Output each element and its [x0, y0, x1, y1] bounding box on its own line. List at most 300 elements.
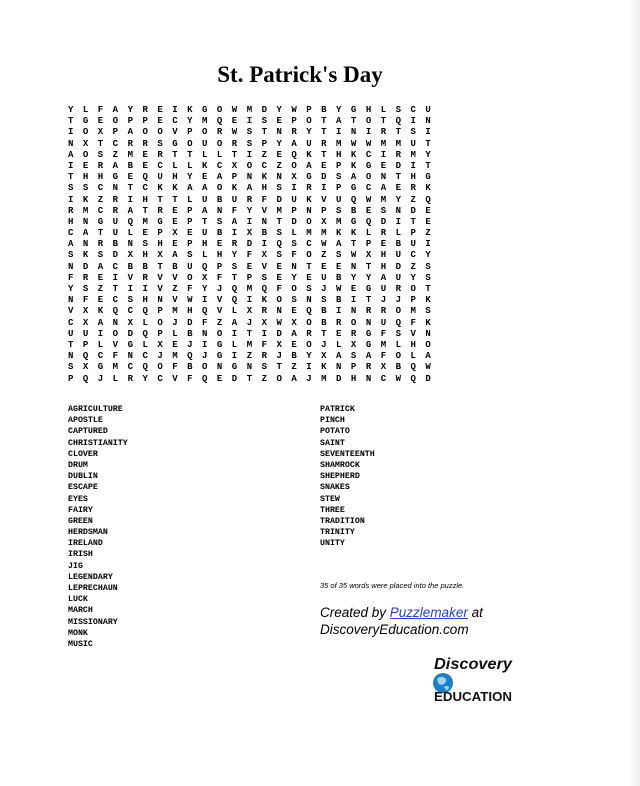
- grid-letter: P: [410, 228, 416, 239]
- grid-letter: X: [82, 138, 89, 149]
- grid-letter: S: [216, 216, 223, 227]
- grid-letter: K: [261, 172, 267, 183]
- grid-letter: Y: [68, 284, 74, 294]
- grid-letter: S: [336, 205, 342, 216]
- grid-letter: T: [321, 149, 327, 160]
- grid-letter: Q: [127, 216, 133, 227]
- grid-letter: S: [410, 127, 416, 138]
- grid-letter: A: [231, 317, 238, 328]
- grid-letter: D: [187, 317, 193, 328]
- grid-letter: X: [157, 339, 163, 350]
- grid-letter: N: [112, 183, 119, 194]
- grid-letter: J: [97, 373, 104, 384]
- grid-letter: I: [127, 284, 133, 294]
- grid-letter: Y: [187, 172, 193, 183]
- grid-letter: K: [425, 295, 431, 306]
- grid-row: [68, 150, 440, 161]
- grid-letter: X: [365, 250, 372, 261]
- grid-letter: T: [68, 172, 74, 183]
- grid-letter: C: [365, 183, 372, 194]
- grid-letter: N: [127, 239, 133, 250]
- grid-letter: I: [246, 295, 253, 306]
- word-list-item: SEVENTEENTH: [320, 449, 375, 459]
- grid-letter: G: [172, 138, 178, 149]
- grid-letter: X: [380, 362, 387, 373]
- credit-text: [320, 604, 483, 638]
- grid-row: [68, 362, 440, 373]
- grid-letter: D: [336, 373, 342, 384]
- grid-letter: S: [276, 183, 282, 194]
- grid-letter: N: [246, 362, 253, 373]
- grid-letter: B: [142, 261, 148, 272]
- grid-letter: Q: [112, 306, 119, 317]
- grid-letter: C: [142, 351, 148, 362]
- grid-letter: S: [246, 138, 253, 149]
- grid-letter: U: [410, 138, 416, 149]
- grid-letter: Y: [350, 272, 357, 283]
- grid-letter: N: [306, 295, 312, 306]
- grid-letter: R: [395, 149, 401, 160]
- grid-letter: R: [216, 127, 223, 138]
- grid-letter: K: [97, 306, 104, 317]
- grid-letter: X: [157, 250, 163, 261]
- grid-letter: E: [231, 116, 238, 127]
- grid-letter: R: [261, 306, 267, 317]
- grid-letter: E: [157, 116, 163, 127]
- grid-letter: W: [365, 138, 372, 149]
- grid-letter: U: [112, 216, 119, 227]
- grid-letter: T: [157, 261, 163, 272]
- grid-letter: G: [425, 172, 431, 183]
- grid-letter: O: [112, 328, 119, 339]
- grid-letter: T: [172, 194, 178, 205]
- grid-letter: A: [68, 149, 74, 160]
- grid-letter: H: [172, 172, 178, 183]
- grid-letter: O: [187, 272, 193, 283]
- grid-letter: L: [202, 149, 208, 160]
- grid-letter: Q: [187, 351, 193, 362]
- grid-letter: E: [380, 160, 387, 171]
- word-list-item: IRISH: [68, 550, 93, 560]
- grid-letter: G: [350, 216, 357, 227]
- word-list-item: PINCH: [320, 416, 345, 426]
- grid-letter: C: [112, 138, 119, 149]
- grid-letter: K: [172, 183, 178, 194]
- grid-letter: L: [142, 317, 148, 328]
- grid-letter: R: [157, 149, 163, 160]
- grid-letter: X: [231, 160, 238, 171]
- grid-letter: V: [261, 205, 267, 216]
- grid-letter: I: [231, 328, 238, 339]
- grid-letter: N: [395, 205, 401, 216]
- grid-letter: S: [261, 116, 267, 127]
- grid-letter: X: [291, 317, 297, 328]
- grid-letter: V: [321, 194, 327, 205]
- grid-letter: M: [246, 284, 253, 294]
- grid-letter: Q: [276, 239, 282, 250]
- grid-letter: L: [336, 339, 342, 350]
- grid-letter: U: [395, 250, 401, 261]
- grid-letter: S: [350, 351, 357, 362]
- word-list-item: THREE: [320, 505, 345, 515]
- grid-letter: H: [216, 250, 223, 261]
- word-list-item: MISSIONARY: [68, 617, 118, 627]
- grid-letter: D: [410, 205, 416, 216]
- grid-letter: N: [336, 362, 342, 373]
- grid-letter: Q: [350, 194, 357, 205]
- grid-letter: Y: [410, 272, 416, 283]
- grid-letter: Z: [246, 351, 253, 362]
- grid-letter: M: [410, 306, 416, 317]
- grid-letter: E: [157, 105, 163, 115]
- grid-letter: K: [350, 149, 357, 160]
- grid-row: [68, 228, 440, 239]
- grid-letter: K: [306, 194, 312, 205]
- grid-letter: E: [82, 160, 89, 171]
- grid-letter: M: [336, 138, 342, 149]
- grid-letter: B: [395, 362, 401, 373]
- grid-letter: I: [350, 295, 357, 306]
- grid-letter: G: [157, 216, 163, 227]
- grid-letter: Q: [142, 172, 148, 183]
- grid-letter: C: [172, 116, 178, 127]
- grid-letter: P: [291, 205, 297, 216]
- grid-letter: N: [82, 239, 89, 250]
- grid-letter: C: [127, 362, 133, 373]
- grid-letter: R: [112, 194, 119, 205]
- grid-letter: A: [380, 272, 387, 283]
- grid-letter: Y: [68, 105, 74, 115]
- grid-letter: P: [157, 306, 163, 317]
- grid-letter: T: [306, 261, 312, 272]
- grid-letter: I: [127, 194, 133, 205]
- grid-letter: Z: [425, 228, 431, 239]
- grid-letter: I: [261, 328, 267, 339]
- grid-letter: V: [68, 306, 74, 317]
- grid-letter: O: [365, 172, 372, 183]
- grid-letter: H: [157, 239, 163, 250]
- grid-letter: G: [112, 172, 119, 183]
- grid-letter: Q: [261, 284, 267, 294]
- grid-letter: T: [187, 149, 193, 160]
- grid-letter: O: [216, 328, 223, 339]
- grid-letter: T: [425, 138, 431, 149]
- word-list-item: LEPRECHAUN: [68, 584, 118, 593]
- grid-letter: N: [216, 205, 223, 216]
- grid-letter: T: [410, 216, 416, 227]
- grid-letter: Q: [202, 373, 208, 384]
- credit-suffix: at: [467, 605, 483, 620]
- grid-letter: T: [172, 149, 178, 160]
- grid-letter: I: [410, 116, 416, 127]
- grid-letter: V: [261, 261, 267, 272]
- grid-letter: X: [276, 339, 282, 350]
- word-list-item: UNITY: [320, 539, 345, 549]
- grid-letter: T: [321, 328, 327, 339]
- grid-letter: U: [321, 272, 327, 283]
- grid-letter: P: [68, 373, 74, 384]
- grid-letter: G: [365, 339, 372, 350]
- grid-letter: M: [306, 228, 312, 239]
- logo-discovery-text: Discovery: [434, 656, 514, 673]
- grid-letter: P: [187, 127, 193, 138]
- grid-letter: W: [336, 284, 342, 294]
- grid-letter: Y: [395, 194, 401, 205]
- grid-letter: X: [127, 317, 133, 328]
- grid-letter: H: [202, 239, 208, 250]
- grid-letter: K: [231, 183, 238, 194]
- grid-letter: S: [68, 250, 74, 261]
- grid-letter: H: [261, 183, 267, 194]
- word-search-grid: [68, 105, 440, 385]
- grid-letter: B: [321, 105, 327, 115]
- grid-letter: Q: [291, 149, 297, 160]
- grid-letter: I: [395, 216, 401, 227]
- grid-letter: O: [157, 362, 163, 373]
- grid-letter: T: [350, 116, 357, 127]
- grid-letter: I: [321, 183, 327, 194]
- grid-letter: Q: [306, 306, 312, 317]
- grid-letter: L: [365, 228, 372, 239]
- grid-letter: X: [291, 172, 297, 183]
- grid-letter: F: [187, 284, 193, 294]
- grid-letter: F: [380, 351, 387, 362]
- grid-letter: F: [112, 351, 119, 362]
- grid-letter: A: [187, 183, 193, 194]
- grid-letter: U: [187, 261, 193, 272]
- word-list-item: IRELAND: [68, 539, 103, 549]
- grid-letter: E: [127, 172, 133, 183]
- grid-letter: A: [97, 317, 104, 328]
- grid-letter: P: [321, 205, 327, 216]
- grid-letter: J: [276, 351, 282, 362]
- grid-letter: K: [350, 228, 357, 239]
- grid-letter: E: [395, 183, 401, 194]
- grid-letter: D: [395, 261, 401, 272]
- grid-letter: T: [425, 160, 431, 171]
- grid-letter: O: [216, 105, 223, 115]
- grid-letter: N: [202, 328, 208, 339]
- grid-row: [68, 351, 440, 362]
- grid-letter: C: [410, 105, 416, 115]
- grid-letter: U: [157, 172, 163, 183]
- grid-letter: Z: [410, 261, 416, 272]
- grid-letter: J: [395, 295, 401, 306]
- grid-letter: D: [112, 250, 119, 261]
- grid-letter: P: [112, 127, 119, 138]
- grid-row: [68, 284, 440, 295]
- grid-letter: N: [425, 116, 431, 127]
- grid-letter: Y: [187, 116, 193, 127]
- grid-letter: I: [97, 328, 104, 339]
- grid-letter: E: [172, 216, 178, 227]
- grid-letter: I: [142, 284, 148, 294]
- grid-letter: O: [82, 127, 89, 138]
- puzzlemaker-link[interactable]: Puzzlemaker: [389, 605, 468, 620]
- grid-letter: T: [68, 116, 74, 127]
- grid-letter: M: [246, 105, 253, 115]
- grid-letter: T: [246, 373, 253, 384]
- grid-letter: R: [97, 160, 104, 171]
- grid-letter: Z: [261, 149, 267, 160]
- grid-letter: P: [336, 160, 342, 171]
- grid-letter: B: [261, 228, 267, 239]
- grid-letter: T: [142, 205, 148, 216]
- grid-letter: K: [157, 183, 163, 194]
- grid-letter: R: [127, 373, 133, 384]
- grid-letter: V: [216, 295, 223, 306]
- grid-letter: K: [425, 317, 431, 328]
- grid-letter: Z: [291, 362, 297, 373]
- grid-letter: B: [172, 261, 178, 272]
- grid-letter: N: [350, 306, 357, 317]
- grid-letter: E: [216, 239, 223, 250]
- grid-letter: R: [365, 362, 372, 373]
- grid-row: [68, 217, 440, 228]
- grid-letter: A: [350, 172, 357, 183]
- grid-letter: C: [97, 351, 104, 362]
- word-list-item: PATRICK: [320, 405, 355, 414]
- grid-letter: Z: [97, 284, 104, 294]
- grid-letter: L: [291, 228, 297, 239]
- grid-letter: Q: [142, 306, 148, 317]
- grid-letter: N: [365, 373, 372, 384]
- grid-letter: T: [202, 216, 208, 227]
- grid-letter: Q: [410, 373, 416, 384]
- grid-row: [68, 329, 440, 340]
- grid-letter: A: [291, 328, 297, 339]
- grid-letter: F: [261, 194, 267, 205]
- grid-letter: X: [202, 272, 208, 283]
- grid-letter: N: [216, 362, 223, 373]
- grid-letter: P: [82, 339, 89, 350]
- grid-letter: Z: [261, 373, 267, 384]
- grid-letter: Y: [127, 105, 133, 115]
- grid-letter: E: [142, 149, 148, 160]
- grid-letter: B: [336, 272, 342, 283]
- grid-letter: E: [425, 205, 431, 216]
- grid-letter: V: [216, 306, 223, 317]
- grid-letter: N: [157, 295, 163, 306]
- grid-letter: H: [336, 149, 342, 160]
- grid-letter: N: [68, 138, 74, 149]
- grid-letter: G: [306, 172, 312, 183]
- grid-letter: B: [127, 261, 133, 272]
- grid-letter: A: [68, 239, 74, 250]
- grid-letter: P: [410, 295, 416, 306]
- grid-letter: M: [246, 339, 253, 350]
- grid-letter: O: [157, 127, 163, 138]
- grid-letter: D: [246, 239, 253, 250]
- grid-letter: F: [246, 250, 253, 261]
- grid-letter: I: [68, 127, 74, 138]
- grid-letter: E: [291, 306, 297, 317]
- word-list-item: MARCH: [68, 606, 93, 616]
- grid-letter: A: [97, 261, 104, 272]
- grid-letter: O: [82, 149, 89, 160]
- grid-letter: Y: [365, 272, 372, 283]
- grid-letter: Q: [142, 328, 148, 339]
- grid-row: [68, 127, 440, 138]
- grid-letter: J: [321, 284, 327, 294]
- grid-letter: W: [350, 138, 357, 149]
- grid-letter: R: [380, 228, 387, 239]
- grid-letter: Y: [202, 284, 208, 294]
- grid-letter: W: [425, 362, 431, 373]
- grid-letter: E: [187, 228, 193, 239]
- grid-letter: W: [321, 239, 327, 250]
- grid-letter: R: [380, 127, 387, 138]
- grid-letter: F: [68, 272, 74, 283]
- grid-letter: A: [231, 216, 238, 227]
- grid-letter: G: [216, 339, 223, 350]
- grid-letter: E: [172, 239, 178, 250]
- grid-letter: I: [306, 362, 312, 373]
- grid-letter: X: [261, 317, 267, 328]
- grid-letter: J: [306, 373, 312, 384]
- grid-letter: T: [97, 138, 104, 149]
- grid-letter: G: [127, 339, 133, 350]
- grid-letter: E: [321, 261, 327, 272]
- grid-letter: S: [291, 295, 297, 306]
- grid-letter: O: [216, 183, 223, 194]
- grid-letter: R: [82, 272, 89, 283]
- grid-letter: R: [410, 183, 416, 194]
- grid-letter: R: [231, 138, 238, 149]
- grid-letter: S: [246, 127, 253, 138]
- grid-letter: M: [321, 373, 327, 384]
- grid-letter: S: [425, 272, 431, 283]
- grid-letter: I: [246, 116, 253, 127]
- grid-letter: D: [261, 105, 267, 115]
- grid-letter: U: [306, 138, 312, 149]
- grid-letter: Q: [82, 373, 89, 384]
- grid-letter: B: [216, 228, 223, 239]
- grid-letter: R: [380, 306, 387, 317]
- grid-letter: I: [246, 216, 253, 227]
- grid-letter: M: [82, 205, 89, 216]
- grid-letter: U: [380, 317, 387, 328]
- grid-letter: S: [261, 362, 267, 373]
- grid-letter: H: [350, 373, 357, 384]
- logo-education-text: EDUCATION: [434, 689, 512, 704]
- grid-row: [68, 318, 440, 329]
- grid-letter: A: [112, 160, 119, 171]
- grid-letter: N: [276, 306, 282, 317]
- word-list-item: HERDSMAN: [68, 528, 108, 538]
- grid-letter: J: [202, 351, 208, 362]
- grid-letter: E: [425, 216, 431, 227]
- grid-letter: W: [350, 250, 357, 261]
- grid-letter: E: [350, 284, 357, 294]
- grid-letter: S: [425, 261, 431, 272]
- grid-letter: J: [246, 317, 253, 328]
- grid-letter: M: [276, 205, 282, 216]
- grid-letter: C: [365, 149, 372, 160]
- grid-letter: P: [187, 205, 193, 216]
- grid-letter: G: [97, 216, 104, 227]
- grid-letter: O: [276, 373, 282, 384]
- grid-row: [68, 161, 440, 172]
- grid-letter: I: [410, 160, 416, 171]
- grid-letter: E: [246, 261, 253, 272]
- grid-letter: Z: [172, 284, 178, 294]
- grid-letter: Y: [306, 351, 312, 362]
- grid-letter: I: [231, 351, 238, 362]
- grid-letter: Y: [276, 105, 282, 115]
- word-list-item: JIG: [68, 561, 83, 571]
- grid-letter: O: [246, 160, 253, 171]
